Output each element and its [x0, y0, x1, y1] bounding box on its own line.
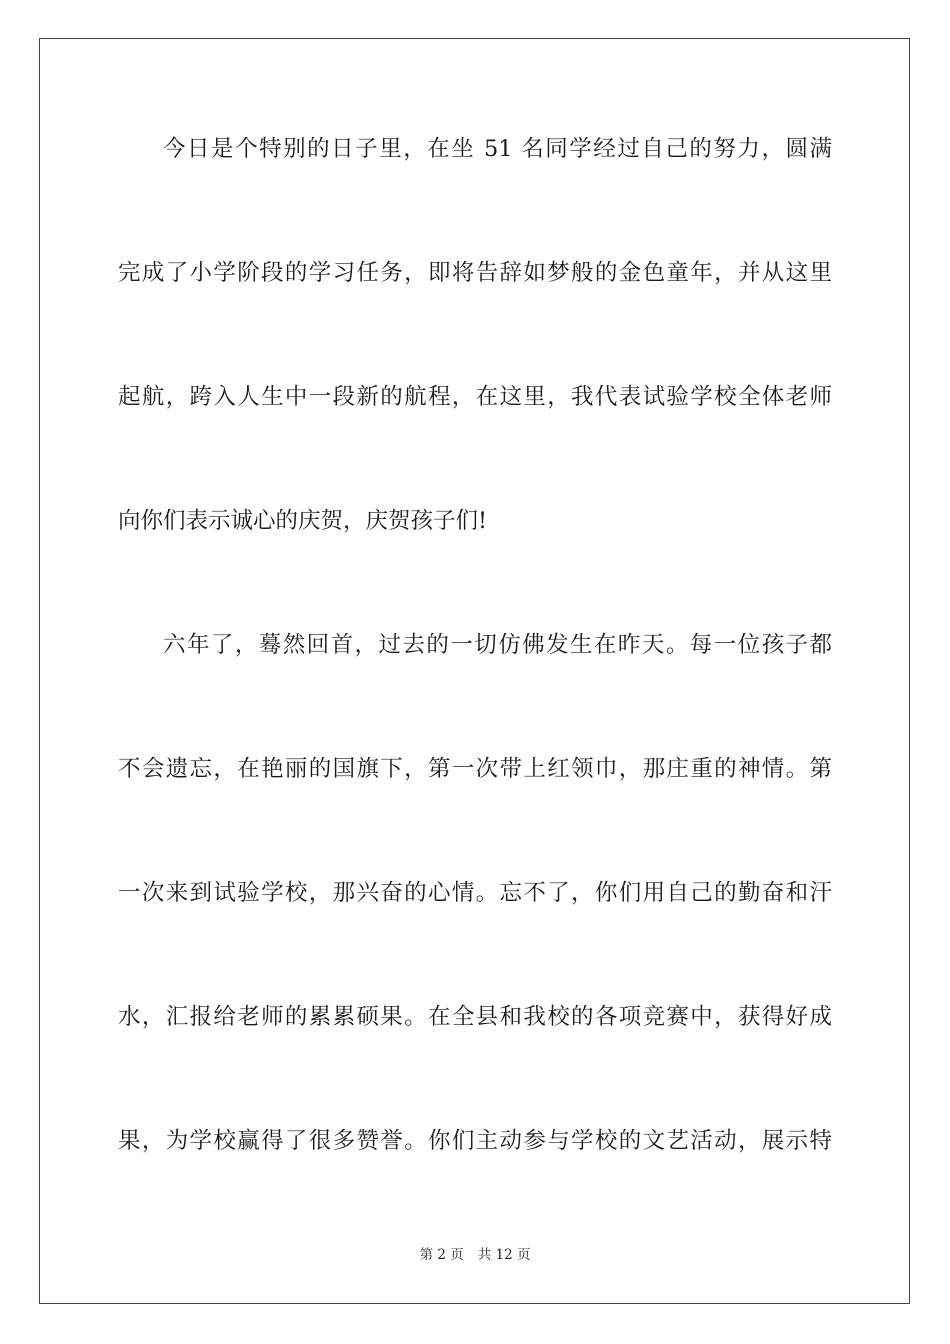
page-total: 共 12 页 — [477, 1247, 531, 1263]
paragraph-2-line-2: 不会遗忘，在艳丽的国旗下，第一次带上红领巾，那庄重的神情。第 — [118, 756, 832, 782]
paragraph-2-line-5: 果，为学校赢得了很多赞誉。你们主动参与学校的文艺活动，展示特 — [118, 1128, 832, 1154]
document-body — [118, 118, 832, 1234]
page-footer — [0, 1246, 950, 1264]
page-number: 第 2 页 — [419, 1247, 464, 1263]
paragraph-1-line-3: 起航，跨入人生中一段新的航程，在这里，我代表试验学校全体老师 — [118, 384, 832, 410]
paragraph-1-line-2: 完成了小学阶段的学习任务，即将告辞如梦般的金色童年，并从这里 — [118, 260, 832, 286]
paragraph-1-line-1: 今日是个特别的日子里，在坐 51 名同学经过自己的努力，圆满 — [163, 136, 832, 162]
paragraph-2-line-4: 水，汇报给老师的累累硕果。在全县和我校的各项竞赛中，获得好成 — [118, 1004, 832, 1030]
paragraph-2-line-1: 六年了，蓦然回首，过去的一切仿佛发生在昨天。每一位孩子都 — [163, 632, 832, 658]
paragraph-2-line-3: 一次来到试验学校，那兴奋的心情。忘不了，你们用自己的勤奋和汗 — [118, 880, 832, 906]
paragraph-1-line-4: 向你们表示诚心的庆贺，庆贺孩子们! — [118, 508, 488, 534]
